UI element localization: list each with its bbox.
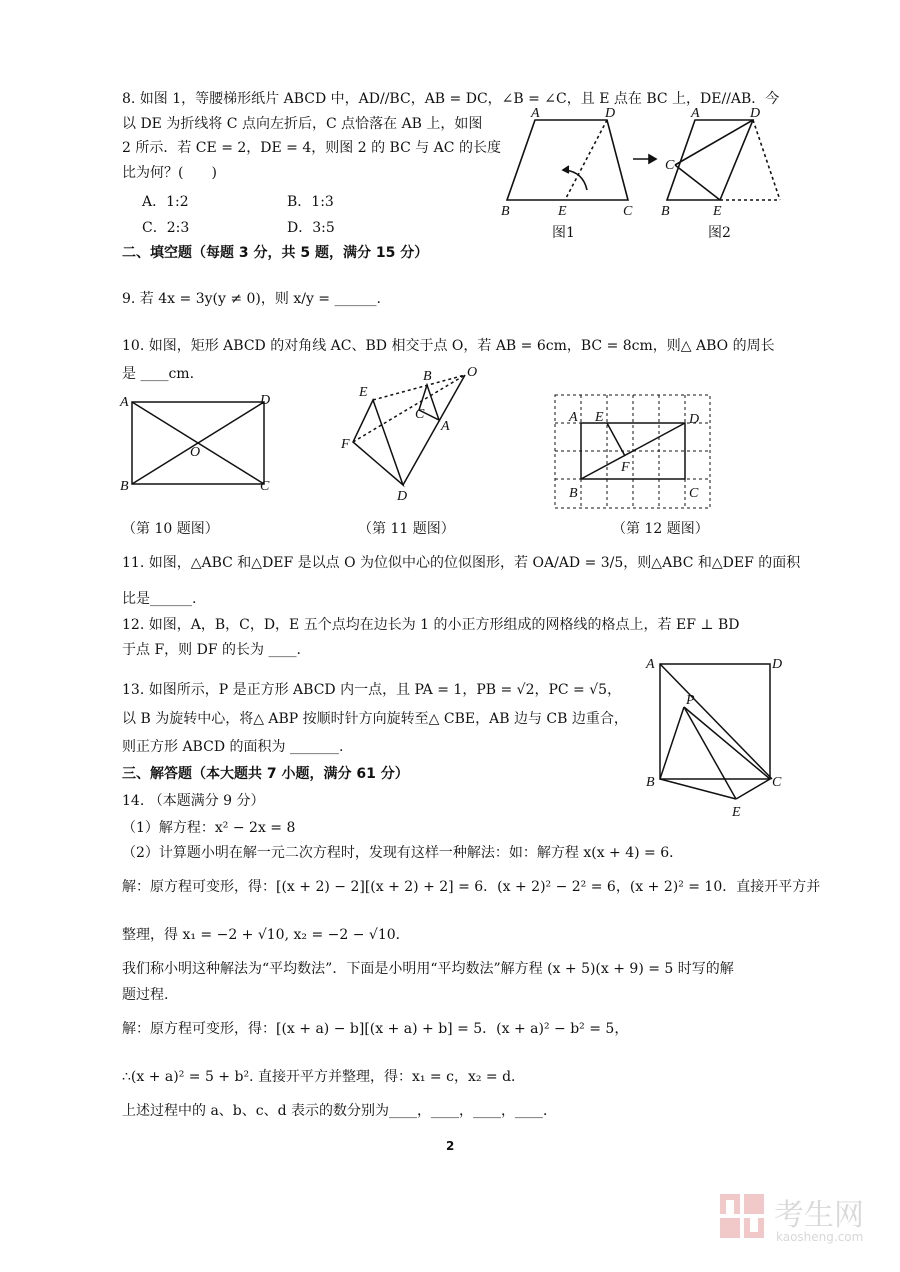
fig1-label-e: E [558, 204, 567, 219]
svg-text:P: P [686, 693, 695, 708]
fig2-label-a: A [691, 106, 700, 121]
q8-line: 比为何？( ) [122, 165, 217, 181]
svg-text:D: D [689, 412, 700, 427]
q11-line: 11. 如图，△ABC 和△DEF 是以点 O 为位似中心的位似图形，若 OA/AD = 3/5，则△ABC 和△DEF 的面积 [122, 555, 801, 571]
q8-option-d: D．3:5 [287, 220, 335, 236]
q11-figure [335, 360, 485, 505]
q8-line: 8. 如图 1，等腰梯形纸片 ABCD 中，AD//BC，AB = DC，∠B = ∠C，且 E 点在 BC 上，DE//AB．今 [122, 91, 780, 107]
svg-text:B: B [646, 775, 655, 790]
fig2-label-d: D [750, 106, 761, 121]
q8-option-b: B．1:3 [287, 194, 334, 210]
svg-text:B: B [423, 369, 432, 384]
watermark-logo [718, 1186, 888, 1256]
watermark-name: 考生网 [774, 1198, 864, 1233]
q8-option-a: A．1:2 [142, 194, 189, 210]
q10-line: 10. 如图，矩形 ABCD 的对角线 AC、BD 相交于点 O，若 AB = 6cm，BC = 8cm，则△ ABO 的周长 [122, 338, 775, 354]
q12-figure [553, 393, 713, 511]
q13-line: 则正方形 ABCD 的面积为 _______. [122, 739, 344, 755]
q13-figure [642, 652, 792, 822]
svg-text:F: F [341, 437, 350, 452]
fig2-label-e: E [713, 204, 722, 219]
svg-text:O: O [467, 365, 478, 380]
svg-text:O: O [190, 445, 201, 460]
svg-text:E: E [595, 410, 604, 425]
fig2-caption: 图2 [708, 225, 731, 241]
fig2-label-c: C [665, 158, 675, 173]
q14-line: 我们称小明这种解法为“平均数法”．下面是小明用“平均数法”解方程 (x + 5)(x + 9) = 5 时写的解 [122, 961, 734, 977]
svg-text:A: A [441, 419, 450, 434]
watermark-url: kaosheng.com [776, 1230, 864, 1244]
q8-option-c: C．2:3 [142, 220, 190, 236]
svg-text:A: A [569, 410, 578, 425]
q10-figure [118, 390, 278, 495]
q8-line: 以 DE 为折线将 C 点向左折后，C 点恰落在 AB 上，如图 [122, 116, 483, 132]
fig1-label-b: B [501, 204, 510, 219]
svg-text:B: B [120, 479, 129, 494]
fig1-label-a: A [531, 106, 540, 121]
svg-text:C: C [689, 486, 699, 501]
q11-caption: （第 11 题图） [358, 521, 455, 537]
q12-line: 12. 如图，A，B，C，D，E 五个点均在边长为 1 的小正方形组成的网格线的格点上，若 EF ⊥ BD [122, 617, 740, 633]
fig1-label-d: D [605, 106, 616, 121]
q14-line: （2）计算题小明在解一元二次方程时，发现有这样一种解法：如：解方程 x(x + 4) = 6． [122, 845, 684, 861]
q14-line: 解：原方程可变形，得：[(x + 2) − 2][(x + 2) + 2] = 6．(x + 2)² − 2² = 6，(x + 2)² = 10．直接开平方并 [122, 879, 821, 895]
q12-caption: （第 12 题图） [612, 521, 709, 537]
q11-line: 比是______. [122, 591, 197, 607]
q14-line: 解：原方程可变形，得：[(x + a) − b][(x + a) + b] = 5．(x + a)² − b² = 5， [122, 1021, 629, 1037]
svg-text:E: E [359, 385, 368, 400]
q12-line: 于点 F，则 DF 的长为 ____. [122, 642, 301, 658]
watermark-icon [718, 1192, 768, 1242]
q10-caption: （第 10 题图） [122, 521, 219, 537]
page-number: 2 [446, 1139, 455, 1153]
svg-text:D: D [397, 489, 408, 504]
svg-text:A: A [646, 657, 655, 672]
q14-line: 整理，得 x₁ = −2 + √10, x₂ = −2 − √10． [122, 927, 410, 943]
svg-text:F: F [621, 460, 630, 475]
q13-line: 13. 如图所示，P 是正方形 ABCD 内一点，且 PA = 1，PB = √2，PC = √5， [122, 682, 622, 698]
q8-line: 2 所示．若 CE = 2，DE = 4，则图 2 的 BC 与 AC 的长度 [122, 140, 501, 156]
svg-text:D: D [260, 393, 271, 408]
q13-line: 以 B 为旋转中心，将△ ABP 按顺时针方向旋转至△ CBE，AB 边与 CB 边重合， [122, 711, 628, 727]
fig2-label-b: B [661, 204, 670, 219]
svg-text:C: C [772, 775, 782, 790]
q10-line: 是 ____cm. [122, 366, 195, 382]
q8-figures [495, 105, 795, 220]
svg-text:C: C [260, 479, 270, 494]
q14-line: 题过程. [122, 987, 169, 1003]
q14-line: 14. （本题满分 9 分） [122, 793, 265, 809]
svg-text:B: B [569, 486, 578, 501]
section-2-heading: 二、填空题（每题 3 分，共 5 题，满分 15 分） [122, 245, 429, 261]
q14-line: （1）解方程：x² − 2x = 8 [122, 820, 296, 836]
svg-text:C: C [415, 407, 425, 422]
svg-text:D: D [772, 657, 783, 672]
svg-text:E: E [732, 805, 741, 820]
section-3-heading: 三、解答题（本大题共 7 小题，满分 61 分） [122, 766, 409, 782]
q9-text: 9. 若 4x = 3y(y ≠ 0)，则 x/y = ______. [122, 291, 381, 307]
svg-text:A: A [120, 395, 129, 410]
fig1-caption: 图1 [552, 225, 575, 241]
fig1-label-c: C [623, 204, 633, 219]
q14-line: ∴(x + a)² = 5 + b². 直接开平方并整理，得：x₁ = c，x₂ = d． [122, 1069, 526, 1085]
q14-line: 上述过程中的 a、b、c、d 表示的数分别为____，____，____，____． [122, 1103, 558, 1119]
